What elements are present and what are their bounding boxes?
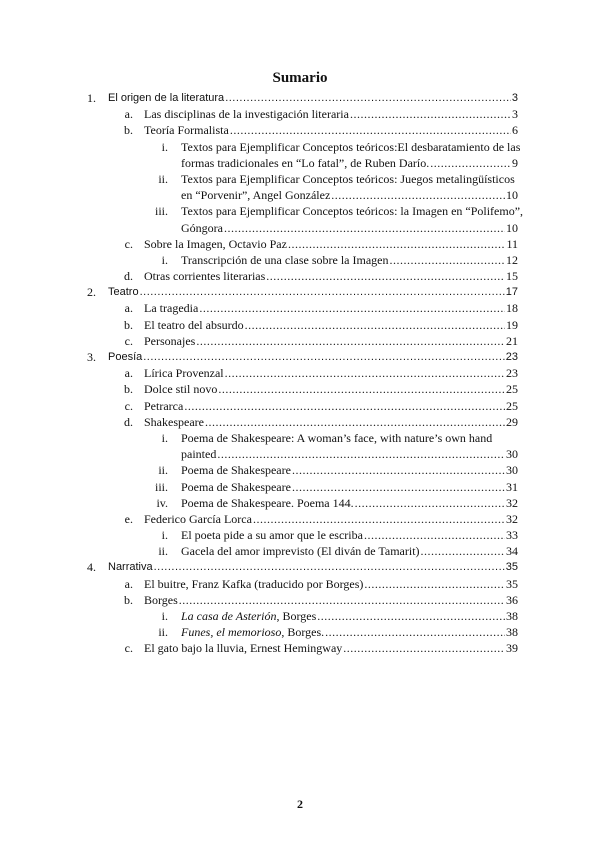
toc-entry-line (144, 398, 518, 414)
toc-entry-page: 35 (505, 561, 518, 574)
toc-entry-title: El poeta pide a su amor que le escriba (181, 528, 363, 543)
toc-entry-number: ii. (158, 171, 168, 186)
toc-entry-number: iii. (154, 204, 168, 219)
toc-entry-line (144, 106, 518, 122)
toc-entry-title-cont: Góngora (181, 220, 223, 235)
toc-entry-line (144, 414, 518, 430)
toc-entry-number: a. (124, 301, 133, 316)
toc-leader-dots (350, 106, 511, 122)
toc-entry[interactable] (0, 640, 600, 656)
toc-entry-page: 3 (512, 107, 518, 122)
toc-entry-number: 3. (87, 350, 96, 364)
toc-entry-page: 34 (506, 544, 518, 559)
toc-entry-line (181, 608, 518, 624)
toc-entry-page: 15 (506, 269, 518, 284)
toc-entry-number: ii. (158, 463, 168, 478)
toc-entry-page: 36 (506, 592, 518, 607)
toc-entry-title: Textos para Ejemplificar Conceptos teóricos: Juegos metalingüísticos (181, 171, 515, 186)
toc-leader-dots (184, 398, 505, 414)
toc-entry-line (181, 527, 518, 543)
toc-entry[interactable] (0, 171, 600, 187)
toc-entry[interactable] (0, 592, 600, 608)
toc-entry[interactable] (0, 252, 600, 268)
toc-leader-dots (421, 543, 505, 559)
toc-entry[interactable] (0, 511, 600, 527)
toc-entry-line (181, 543, 518, 559)
toc-entry-line (108, 559, 518, 575)
toc-entry[interactable] (0, 139, 600, 155)
toc-leader-dots (196, 333, 505, 349)
toc-entry-title-cont: en “Porvenir”, Angel González (181, 188, 331, 203)
toc-entry-title: Textos para Ejemplificar Conceptos teóricos:El desbaratamiento de las (181, 139, 521, 154)
toc-entry-line (181, 624, 518, 640)
toc-entry-number: i. (161, 139, 168, 154)
toc-entry-number: i. (161, 252, 168, 267)
toc-entry-number: b. (124, 592, 133, 607)
toc-entry-line (181, 495, 518, 511)
toc-entry-page: 39 (506, 641, 518, 656)
toc-entry-number: 2. (87, 285, 96, 300)
toc-entry-title: Gacela del amor imprevisto (El diván de Tamarit) (181, 544, 420, 559)
toc-leader-dots (225, 365, 505, 381)
toc-entry-title-italic: Funes, el memorioso (181, 625, 282, 640)
toc-entry-number: 1. (87, 91, 96, 105)
toc-leader-dots (364, 527, 505, 543)
toc-entry-line (144, 592, 518, 608)
toc-entry[interactable] (0, 300, 600, 316)
toc-entry-line (144, 511, 518, 527)
toc-entry-title: El teatro del absurdo (144, 317, 244, 332)
toc-entry-number: c. (124, 398, 133, 413)
toc-entry-line (144, 300, 518, 316)
toc-entry-title (181, 624, 324, 640)
toc-entry-title: Teatro (108, 286, 139, 299)
toc-entry[interactable] (0, 90, 600, 106)
toc-entry-title (181, 608, 316, 624)
toc-entry-page: 3 (511, 92, 518, 104)
toc-leader-dots (288, 236, 505, 252)
toc-entry-page: 31 (506, 479, 518, 494)
toc-entry-number: i. (161, 430, 168, 445)
toc-entry-line (108, 349, 518, 365)
toc-leader-dots (143, 349, 505, 365)
toc-entry[interactable] (0, 284, 600, 300)
toc-entry[interactable] (0, 430, 600, 446)
toc-entry-title: Teoría Formalista (144, 123, 229, 138)
toc-entry-title: Las disciplinas de la investigación literaria (144, 107, 349, 122)
toc-entry[interactable] (0, 349, 600, 365)
toc-leader-dots (292, 462, 505, 478)
toc-leader-dots (253, 511, 505, 527)
toc-entry[interactable] (0, 462, 600, 478)
toc-entry-number: 4. (87, 560, 96, 575)
toc-entry-title-cont: formas tradicionales en “Lo fatal”, de Ruben Darío. (181, 155, 430, 170)
toc-entry-line (181, 220, 518, 236)
toc-entry-number: a. (124, 366, 133, 381)
toc-entry[interactable] (0, 576, 600, 592)
toc-entry-continuation[interactable] (0, 155, 600, 171)
toc-entry-page: 25 (506, 382, 518, 397)
toc-leader-dots (225, 90, 511, 106)
toc-entry-page: 23 (506, 366, 518, 381)
toc-entry-line (144, 365, 518, 381)
toc-entry-line (144, 576, 518, 592)
toc-entry[interactable] (0, 122, 600, 138)
toc-entry-title: Borges (144, 592, 178, 607)
toc-entry-number: b. (124, 317, 133, 332)
toc-leader-dots (355, 495, 505, 511)
toc-entry-title: Lírica Provenzal (144, 366, 224, 381)
toc-entry[interactable] (0, 543, 600, 559)
toc-entry-page: 12 (506, 252, 518, 267)
toc-entry[interactable] (0, 624, 600, 640)
toc-entry[interactable] (0, 559, 600, 575)
toc-leader-dots (343, 640, 505, 656)
toc-entry-number: c. (124, 641, 133, 656)
toc-entry-title: Otras corrientes literarias (144, 269, 266, 284)
toc-entry-page: 30 (506, 447, 518, 462)
toc-entry-page: 23 (505, 351, 518, 363)
toc-entry-title: El gato bajo la lluvia, Ernest Hemingway (144, 641, 343, 656)
toc-entry-title: El origen de la literatura (108, 92, 225, 104)
toc-entry-page: 30 (506, 463, 518, 478)
toc-entry-line (181, 155, 518, 171)
toc-entry-page: 25 (506, 398, 518, 413)
toc-entry-page: 18 (506, 301, 518, 316)
toc-leader-dots (325, 624, 505, 640)
toc-entry[interactable] (0, 365, 600, 381)
page-number: 2 (297, 797, 303, 811)
toc-entry-continuation[interactable] (0, 446, 600, 462)
toc-entry[interactable] (0, 236, 600, 252)
toc-leader-dots (390, 252, 506, 268)
toc-entry-number: ii. (158, 544, 168, 559)
toc-entry-page: 11 (506, 236, 518, 251)
toc-entry[interactable] (0, 414, 600, 430)
toc-entry[interactable] (0, 203, 600, 219)
toc-entry-line (144, 122, 518, 138)
toc-entry-page: 19 (506, 317, 518, 332)
toc-entry-title: El buitre, Franz Kafka (traducido por Borges) (144, 576, 364, 591)
toc-entry-line (144, 333, 518, 349)
toc-entry-title: Poema de Shakespeare (181, 479, 291, 494)
toc-entry-number: c. (124, 236, 133, 251)
toc-entry-continuation[interactable] (0, 220, 600, 236)
toc-entry[interactable] (0, 106, 600, 122)
toc-leader-dots (364, 576, 505, 592)
toc-leader-dots (317, 608, 505, 624)
toc-entry-page: 6 (512, 123, 518, 138)
toc-entry-page: 38 (506, 609, 518, 623)
toc-entry-title: Dolce stil novo (144, 382, 218, 397)
toc-leader-dots (245, 317, 505, 333)
toc-entry[interactable] (0, 527, 600, 543)
toc-entry-page: 35 (506, 576, 518, 591)
toc-entry[interactable] (0, 495, 600, 511)
toc-entry-number: iii. (154, 479, 168, 494)
toc-entry-line (144, 381, 518, 397)
toc-entry-number: d. (124, 269, 133, 284)
toc-entry-line (181, 462, 518, 478)
toc-entry-line (144, 640, 518, 656)
toc-entry-title: Textos para Ejemplificar Conceptos teóricos: la Imagen en “Polifemo”, (181, 204, 524, 219)
toc-entry[interactable] (0, 317, 600, 333)
toc-entry-number: a. (124, 576, 133, 591)
toc-entry-number: ii. (158, 625, 168, 640)
toc-leader-dots (292, 479, 505, 495)
toc-entry-number: c. (124, 333, 133, 348)
toc-entry-title-cont: painted (181, 447, 217, 462)
toc-entry[interactable] (0, 398, 600, 414)
toc-entry-title-rest: , Borges. (281, 625, 325, 640)
toc-entry-title: Poema de Shakespeare (181, 463, 291, 478)
toc-entry[interactable] (0, 268, 600, 284)
toc-entry-line (181, 252, 518, 268)
toc-entry-page: 21 (506, 333, 518, 348)
toc-leader-dots (179, 592, 505, 608)
toc-entry-title: Narrativa (108, 561, 153, 574)
toc-entry-title-italic: La casa de Asterión (181, 609, 277, 623)
toc-entry-line (181, 187, 518, 203)
toc-leader-dots (430, 155, 511, 171)
toc-leader-dots (218, 381, 505, 397)
toc-entry-page: 38 (506, 625, 518, 640)
toc-entry-title: Personajes (144, 333, 196, 348)
toc-entry-line (108, 90, 518, 106)
toc-entry[interactable] (0, 333, 600, 349)
toc-entry-number: d. (124, 414, 133, 429)
toc-entry-title: Poesía (108, 351, 143, 363)
toc-entry-title: Sobre la Imagen, Octavio Paz (144, 236, 287, 251)
table-of-contents (0, 90, 600, 657)
toc-entry-title: La tragedia (144, 301, 199, 316)
toc-entry-page: 33 (506, 528, 518, 543)
toc-leader-dots (230, 122, 511, 138)
toc-entry-title: Federico García Lorca (144, 511, 252, 526)
toc-leader-dots (140, 284, 505, 300)
toc-entry-line (144, 268, 518, 284)
toc-leader-dots (154, 559, 505, 575)
toc-entry-page: 9 (512, 155, 518, 170)
toc-entry-page: 10 (506, 188, 518, 203)
toc-entry-line (181, 479, 518, 495)
toc-entry[interactable] (0, 381, 600, 397)
toc-entry-number: b. (124, 123, 133, 138)
toc-entry-page: 32 (506, 495, 518, 510)
toc-entry-number: i. (161, 609, 168, 623)
toc-entry-line (144, 317, 518, 333)
toc-leader-dots (199, 300, 505, 316)
toc-entry-page: 29 (506, 414, 518, 429)
toc-entry-number: iv. (156, 495, 168, 510)
toc-leader-dots (266, 268, 505, 284)
toc-entry-page: 32 (506, 511, 518, 526)
toc-entry-number: b. (124, 382, 133, 397)
toc-entry-title: Petrarca (144, 398, 184, 413)
toc-leader-dots (224, 220, 505, 236)
toc-entry[interactable] (0, 479, 600, 495)
toc-entry-number: e. (124, 511, 133, 526)
toc-leader-dots (205, 414, 505, 430)
page-title: Sumario (272, 70, 328, 86)
toc-leader-dots (331, 187, 505, 203)
toc-entry-number: a. (124, 107, 133, 122)
toc-entry-continuation[interactable] (0, 187, 600, 203)
toc-entry-title: Poema de Shakespeare. Poema 144. (181, 495, 354, 510)
toc-entry-line (108, 284, 518, 300)
toc-entry-title: Poema de Shakespeare: A woman’s face, with nature’s own hand (181, 430, 493, 445)
toc-entry-number: i. (161, 528, 168, 543)
toc-entry-page: 10 (506, 220, 518, 235)
toc-entry-page: 17 (505, 286, 518, 299)
toc-entry-title-rest: , Borges (276, 609, 317, 623)
toc-entry[interactable] (0, 608, 600, 624)
toc-entry-title: Transcripción de una clase sobre la Imagen (181, 252, 389, 267)
toc-leader-dots (217, 446, 505, 462)
toc-entry-line (144, 236, 518, 252)
toc-entry-line (181, 446, 518, 462)
toc-entry-title: Shakespeare (144, 414, 204, 429)
